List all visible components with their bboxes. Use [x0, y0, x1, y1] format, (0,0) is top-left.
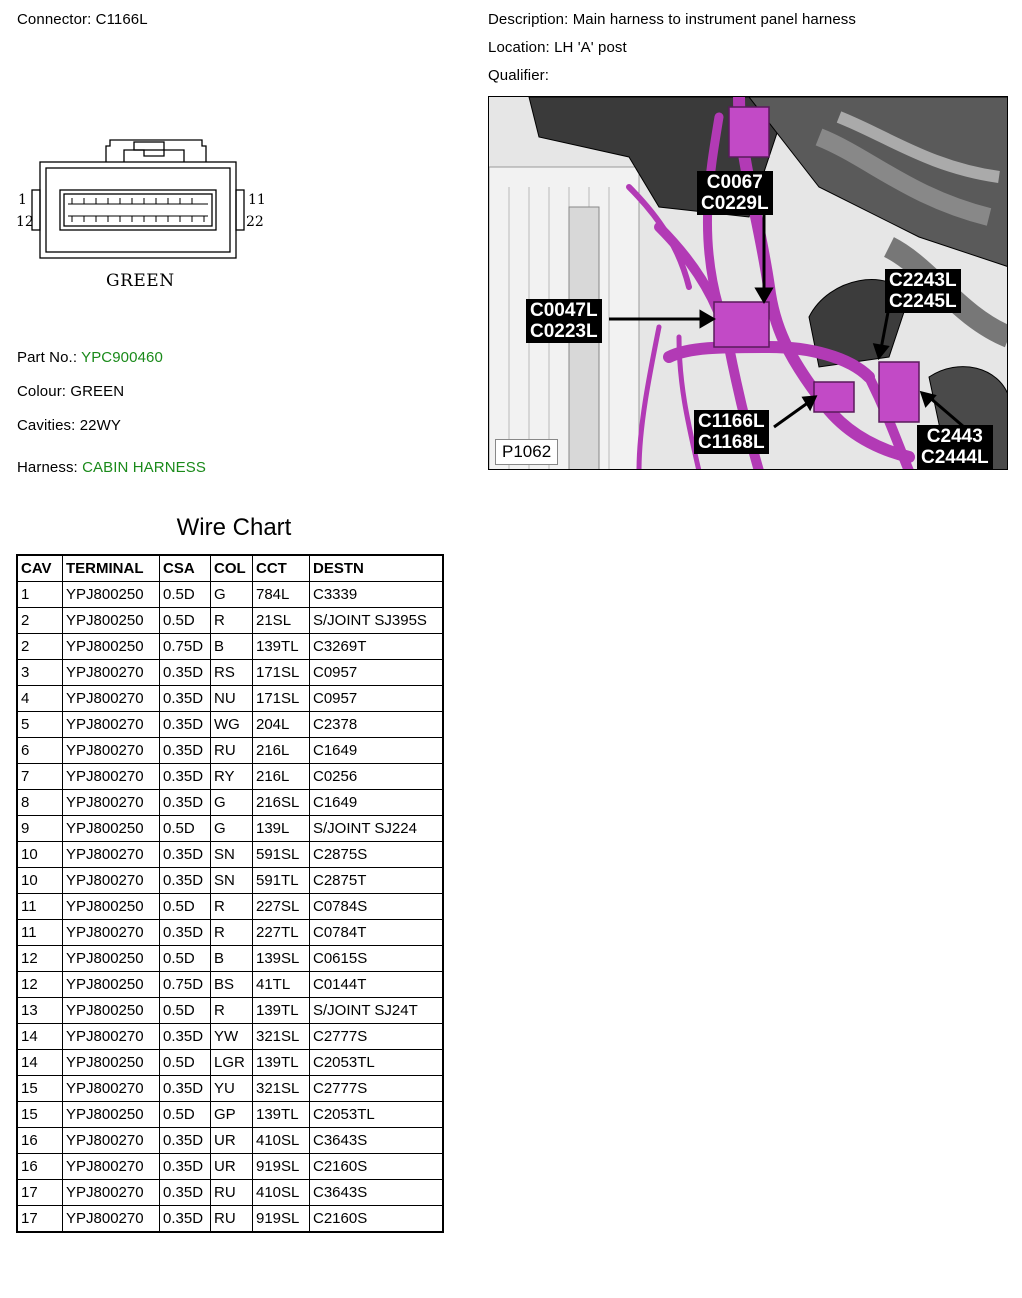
cell-terminal: YPJ800270 [63, 790, 160, 816]
callout-c2443 [917, 425, 993, 469]
cell-destn: C2160S [310, 1206, 444, 1233]
cell-col: YW [211, 1024, 253, 1050]
cell-cav: 11 [17, 894, 63, 920]
cell-col: B [211, 946, 253, 972]
pin-label-1: 1 [18, 192, 27, 208]
colour-line [17, 383, 124, 400]
cell-cct: 139TL [253, 998, 310, 1024]
cell-col: NU [211, 686, 253, 712]
cell-cav: 15 [17, 1102, 63, 1128]
connector-heading [17, 11, 148, 28]
cell-col: B [211, 634, 253, 660]
cell-csa: 0.35D [160, 1206, 211, 1233]
cell-terminal: YPJ800250 [63, 946, 160, 972]
table-row [17, 920, 443, 946]
cell-destn: S/JOINT SJ395S [310, 608, 444, 634]
cell-col: RY [211, 764, 253, 790]
header-cav: CAV [17, 555, 63, 582]
cell-csa: 0.35D [160, 1024, 211, 1050]
callout-c0047l-line2: C0223L [530, 321, 598, 342]
cell-terminal: YPJ800250 [63, 1050, 160, 1076]
cell-destn: C0957 [310, 660, 444, 686]
cell-cct: 139SL [253, 946, 310, 972]
cell-col: WG [211, 712, 253, 738]
location-label: Location: [488, 39, 550, 56]
cell-destn: S/JOINT SJ24T [310, 998, 444, 1024]
cell-cav: 3 [17, 660, 63, 686]
harness-line [17, 459, 206, 476]
cell-col: BS [211, 972, 253, 998]
callout-c2443-line1: C2443 [926, 426, 983, 447]
cell-csa: 0.35D [160, 1076, 211, 1102]
cell-terminal: YPJ800250 [63, 582, 160, 608]
cell-col: UR [211, 1154, 253, 1180]
header-terminal: TERMINAL [63, 555, 160, 582]
cell-destn: C0256 [310, 764, 444, 790]
callout-c0047l-line1: C0047L [530, 300, 598, 321]
cell-cav: 11 [17, 920, 63, 946]
cell-cct: 139TL [253, 1102, 310, 1128]
cell-col: R [211, 920, 253, 946]
part-no-link[interactable]: YPC900460 [81, 349, 163, 366]
pin-label-12: 12 [16, 214, 34, 230]
description-label: Description: [488, 11, 569, 28]
cell-cav: 13 [17, 998, 63, 1024]
cell-terminal: YPJ800270 [63, 764, 160, 790]
callout-c2243l-line2: C2245L [889, 291, 957, 312]
cell-col: RU [211, 1206, 253, 1233]
cell-destn: C2160S [310, 1154, 444, 1180]
cell-col: RU [211, 1180, 253, 1206]
cell-csa: 0.35D [160, 712, 211, 738]
cell-destn: C2053TL [310, 1050, 444, 1076]
cell-cct: 321SL [253, 1024, 310, 1050]
cell-cct: 216L [253, 738, 310, 764]
cell-terminal: YPJ800270 [63, 660, 160, 686]
cell-destn: C2053TL [310, 1102, 444, 1128]
cell-col: UR [211, 1128, 253, 1154]
table-row [17, 1076, 443, 1102]
table-row [17, 712, 443, 738]
callout-c0067 [697, 171, 773, 215]
cell-csa: 0.5D [160, 582, 211, 608]
cell-terminal: YPJ800270 [63, 1128, 160, 1154]
cell-col: RU [211, 738, 253, 764]
cell-terminal: YPJ800250 [63, 998, 160, 1024]
cell-terminal: YPJ800250 [63, 894, 160, 920]
cell-col: SN [211, 868, 253, 894]
header-destn: DESTN [310, 555, 444, 582]
qualifier-label: Qualifier: [488, 67, 550, 84]
cell-csa: 0.75D [160, 972, 211, 998]
table-row [17, 868, 443, 894]
cell-destn: C2875T [310, 868, 444, 894]
header-col: COL [211, 555, 253, 582]
cell-terminal: YPJ800250 [63, 608, 160, 634]
cell-csa: 0.5D [160, 1050, 211, 1076]
connector-value: C1166L [95, 11, 148, 28]
callout-c0067-line2: C0229L [701, 193, 769, 214]
callout-c2243l [885, 269, 961, 313]
cell-destn: C2875S [310, 842, 444, 868]
cell-cav: 10 [17, 842, 63, 868]
cell-col: R [211, 894, 253, 920]
cell-destn: C1649 [310, 790, 444, 816]
cell-terminal: YPJ800270 [63, 1154, 160, 1180]
cell-cct: 139TL [253, 1050, 310, 1076]
cell-cav: 2 [17, 634, 63, 660]
cell-col: R [211, 608, 253, 634]
cell-col: G [211, 816, 253, 842]
table-row [17, 1206, 443, 1233]
connector-label: Connector: [17, 11, 92, 28]
cell-cav: 9 [17, 816, 63, 842]
header-csa: CSA [160, 555, 211, 582]
cell-terminal: YPJ800250 [63, 1102, 160, 1128]
cell-destn: C0957 [310, 686, 444, 712]
location-value: LH 'A' post [554, 39, 627, 56]
cell-terminal: YPJ800270 [63, 920, 160, 946]
cell-destn: C0615S [310, 946, 444, 972]
cell-cct: 410SL [253, 1128, 310, 1154]
table-row [17, 738, 443, 764]
cell-csa: 0.35D [160, 920, 211, 946]
cell-cav: 8 [17, 790, 63, 816]
cell-cct: 227TL [253, 920, 310, 946]
cell-cct: 41TL [253, 972, 310, 998]
table-row [17, 894, 443, 920]
cell-cct: 591SL [253, 842, 310, 868]
table-row [17, 764, 443, 790]
cell-cct: 204L [253, 712, 310, 738]
cell-csa: 0.35D [160, 686, 211, 712]
table-row [17, 1154, 443, 1180]
part-no-line [17, 349, 163, 366]
callout-c1166l-line1: C1166L [698, 411, 765, 432]
cell-col: G [211, 582, 253, 608]
table-row [17, 634, 443, 660]
cell-cct: 410SL [253, 1180, 310, 1206]
cell-destn: C0784S [310, 894, 444, 920]
cell-cct: 171SL [253, 660, 310, 686]
table-row [17, 816, 443, 842]
cell-cav: 15 [17, 1076, 63, 1102]
cell-csa: 0.5D [160, 946, 211, 972]
connector-face-diagram [14, 136, 284, 296]
photo-id-label: P1062 [495, 439, 558, 465]
callout-c1166l-line2: C1168L [698, 432, 765, 453]
cell-cct: 321SL [253, 1076, 310, 1102]
cell-csa: 0.5D [160, 998, 211, 1024]
cell-cct: 591TL [253, 868, 310, 894]
cell-cct: 171SL [253, 686, 310, 712]
cavities-line [17, 417, 121, 434]
cell-col: G [211, 790, 253, 816]
cell-cct: 216L [253, 764, 310, 790]
table-row [17, 686, 443, 712]
cell-destn: C2777S [310, 1024, 444, 1050]
cell-csa: 0.5D [160, 1102, 211, 1128]
cell-csa: 0.75D [160, 634, 211, 660]
cavities-value: 22WY [79, 417, 121, 434]
wire-chart-body [17, 582, 443, 1233]
cell-cct: 919SL [253, 1206, 310, 1233]
cell-cav: 7 [17, 764, 63, 790]
wire-chart-title: Wire Chart [176, 514, 292, 541]
cell-cav: 16 [17, 1154, 63, 1180]
cell-cct: 21SL [253, 608, 310, 634]
location-photo [488, 96, 1008, 470]
cell-csa: 0.5D [160, 608, 211, 634]
cell-terminal: YPJ800270 [63, 712, 160, 738]
cell-terminal: YPJ800270 [63, 1024, 160, 1050]
description-value: Main harness to instrument panel harness [572, 11, 857, 28]
cell-terminal: YPJ800270 [63, 1076, 160, 1102]
pin-label-22: 22 [246, 214, 264, 230]
location-line [488, 39, 627, 56]
cell-cav: 6 [17, 738, 63, 764]
colour-label: Colour: [17, 383, 67, 400]
qualifier-line [488, 67, 549, 84]
cell-cct: 139TL [253, 634, 310, 660]
callout-c2443-line2: C2444L [921, 447, 989, 468]
cell-csa: 0.35D [160, 764, 211, 790]
cell-csa: 0.35D [160, 868, 211, 894]
cell-cav: 12 [17, 946, 63, 972]
callout-c0067-line1: C0067 [706, 172, 763, 193]
cell-csa: 0.35D [160, 738, 211, 764]
callout-c2243l-line1: C2243L [889, 270, 957, 291]
cell-cct: 919SL [253, 1154, 310, 1180]
cell-terminal: YPJ800270 [63, 868, 160, 894]
cell-csa: 0.35D [160, 842, 211, 868]
description-line [488, 11, 856, 28]
table-row [17, 1180, 443, 1206]
cell-destn: S/JOINT SJ224 [310, 816, 444, 842]
cell-terminal: YPJ800250 [63, 634, 160, 660]
cell-cav: 1 [17, 582, 63, 608]
cell-col: R [211, 998, 253, 1024]
cell-terminal: YPJ800270 [63, 686, 160, 712]
cavities-label: Cavities: [17, 417, 76, 434]
cell-cav: 5 [17, 712, 63, 738]
cell-csa: 0.35D [160, 1180, 211, 1206]
cell-terminal: YPJ800250 [63, 972, 160, 998]
cell-cct: 216SL [253, 790, 310, 816]
harness-link[interactable]: CABIN HARNESS [82, 459, 206, 476]
cell-csa: 0.5D [160, 894, 211, 920]
table-row [17, 972, 443, 998]
cell-csa: 0.35D [160, 1128, 211, 1154]
cell-cav: 2 [17, 608, 63, 634]
cell-cct: 784L [253, 582, 310, 608]
cell-col: SN [211, 842, 253, 868]
table-row [17, 1024, 443, 1050]
cell-cav: 16 [17, 1128, 63, 1154]
pin-label-11: 11 [248, 192, 266, 208]
cell-cav: 17 [17, 1180, 63, 1206]
part-no-label: Part No.: [17, 349, 78, 366]
cell-destn: C3269T [310, 634, 444, 660]
callout-c0047l [526, 299, 602, 343]
table-row [17, 946, 443, 972]
colour-value: GREEN [70, 383, 125, 400]
table-row [17, 660, 443, 686]
cell-cct: 227SL [253, 894, 310, 920]
cell-terminal: YPJ800250 [63, 816, 160, 842]
cell-cav: 12 [17, 972, 63, 998]
cell-destn: C2777S [310, 1076, 444, 1102]
cell-csa: 0.35D [160, 1154, 211, 1180]
cell-cav: 14 [17, 1050, 63, 1076]
table-row [17, 842, 443, 868]
table-row [17, 582, 443, 608]
connector-colour-label: GREEN [106, 271, 175, 291]
cell-cav: 17 [17, 1206, 63, 1233]
cell-csa: 0.35D [160, 790, 211, 816]
cell-terminal: YPJ800270 [63, 1180, 160, 1206]
cell-cct: 139L [253, 816, 310, 842]
cell-destn: C0144T [310, 972, 444, 998]
cell-csa: 0.35D [160, 660, 211, 686]
cell-destn: C3643S [310, 1180, 444, 1206]
table-row [17, 1102, 443, 1128]
table-header-row [17, 555, 443, 582]
cell-col: YU [211, 1076, 253, 1102]
cell-cav: 14 [17, 1024, 63, 1050]
cell-terminal: YPJ800270 [63, 738, 160, 764]
table-row [17, 998, 443, 1024]
cell-col: RS [211, 660, 253, 686]
cell-destn: C0784T [310, 920, 444, 946]
table-row [17, 1050, 443, 1076]
table-row [17, 790, 443, 816]
cell-terminal: YPJ800270 [63, 1206, 160, 1233]
cell-terminal: YPJ800270 [63, 842, 160, 868]
wire-chart-table [16, 554, 444, 1233]
cell-col: GP [211, 1102, 253, 1128]
cell-csa: 0.5D [160, 816, 211, 842]
cell-cav: 10 [17, 868, 63, 894]
callout-c1166l [694, 410, 769, 454]
cell-col: LGR [211, 1050, 253, 1076]
harness-label: Harness: [17, 459, 78, 476]
header-cct: CCT [253, 555, 310, 582]
cell-destn: C3339 [310, 582, 444, 608]
cell-destn: C1649 [310, 738, 444, 764]
table-row [17, 608, 443, 634]
cell-destn: C2378 [310, 712, 444, 738]
cell-destn: C3643S [310, 1128, 444, 1154]
table-row [17, 1128, 443, 1154]
cell-cav: 4 [17, 686, 63, 712]
